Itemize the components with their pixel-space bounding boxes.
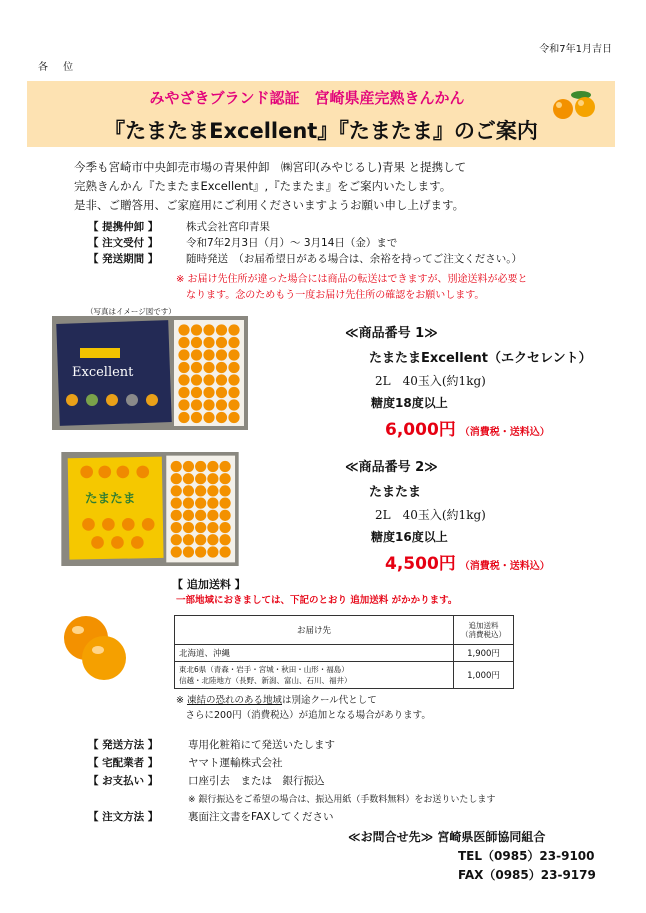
kumquat	[183, 485, 194, 496]
kumquat	[195, 473, 206, 484]
intro-text	[74, 158, 466, 215]
kumquat	[219, 485, 230, 496]
kumquat	[203, 324, 214, 335]
price-value: 4,500円	[385, 554, 456, 574]
order-info	[88, 219, 522, 267]
kumquat	[178, 412, 189, 423]
kumquat	[219, 534, 230, 545]
kumquat	[219, 461, 230, 472]
kumquat	[219, 522, 230, 533]
info-row	[88, 219, 522, 235]
kumquat	[207, 510, 218, 521]
table-row	[175, 662, 514, 689]
kumquat	[178, 337, 189, 348]
product-spec: 2L 40玉入(約1kg)	[375, 508, 486, 522]
terms-label: 【 発送方法 】	[88, 738, 159, 751]
cold-note-line: さらに200円（消費税込）が追加となる場合があります。	[176, 710, 431, 721]
kumquat	[203, 337, 214, 348]
kumquat	[191, 337, 202, 348]
kumquat	[228, 412, 239, 423]
kumquat	[216, 337, 227, 348]
kumquat	[216, 387, 227, 398]
info-label: 【 注文受付 】	[88, 237, 159, 249]
extra-fee-note: 一部地域におきましては、下記のとおり 追加送料 がかかります。	[176, 595, 458, 606]
notice-line: なります。念のためもう一度お届け先住所の確認をお願いします。	[176, 290, 485, 301]
kumquat	[228, 374, 239, 385]
kumquat	[207, 473, 218, 484]
kumquat	[191, 387, 202, 398]
kumquat	[191, 374, 202, 385]
contact-block	[348, 828, 596, 885]
kumquat	[207, 498, 218, 509]
title-banner	[27, 81, 615, 147]
kumquat	[195, 461, 206, 472]
kumquat	[171, 510, 182, 521]
kumquat	[195, 485, 206, 496]
banner-title: 『たまたまExcellent』『たまたま』のご案内	[104, 119, 538, 143]
kumquat	[183, 534, 194, 545]
kumquat	[195, 522, 206, 533]
fee-cell: 1,900円	[454, 645, 514, 662]
destination-cell: 東北6県（青森・岩手・宮城・秋田・山形・福島） 信越・北陸地方（長野、新潟、富山、石川、福井）	[175, 662, 454, 689]
kumquat	[183, 546, 194, 557]
kumquat	[207, 546, 218, 557]
terms-value: ※ 銀行振込をご希望の場合は、振込用紙（手数料無料）をお送りいたします	[188, 794, 496, 805]
kumquat	[183, 473, 194, 484]
kumquat	[219, 546, 230, 557]
kumquat	[216, 349, 227, 360]
info-row	[88, 235, 522, 251]
intro-line: 今季も宮崎市中央卸売市場の青果仲卸 ㈱宮印(みやじるし)青果 と提携して	[74, 160, 467, 174]
kumquat	[178, 324, 189, 335]
box-label: Excellent	[72, 365, 134, 380]
price-tax-note: （消費税・送料込）	[459, 561, 550, 572]
cold-note-prefix: ※	[176, 695, 187, 706]
kumquat	[195, 498, 206, 509]
notice-line: ※ お届け先住所が違った場合には商品の転送はできますが、別途送料が必要と	[176, 274, 528, 285]
kumquat	[207, 522, 218, 533]
product-price	[385, 549, 550, 574]
terms-label: 【 注文方法 】	[88, 810, 159, 823]
kumquat	[191, 349, 202, 360]
kumquat	[183, 510, 194, 521]
kumquat-fruit-icon	[58, 610, 132, 684]
product-name: たまたま	[369, 485, 422, 500]
kumquat	[191, 362, 202, 373]
order-terms	[88, 735, 495, 825]
issue-date: 令和7年1月吉日	[539, 44, 612, 55]
kumquat	[171, 498, 182, 509]
terms-row	[88, 771, 495, 789]
kumquat	[207, 461, 218, 472]
product-photo-tamatama	[52, 452, 248, 566]
terms-row	[88, 753, 495, 771]
product-name: たまたまExcellent（エクセレント）	[369, 351, 592, 366]
product-price	[385, 415, 592, 440]
terms-value: 専用化粧箱にて発送いたします	[188, 738, 335, 751]
table-header-row	[175, 616, 514, 645]
cold-note-line	[176, 693, 431, 708]
contact-header	[348, 828, 596, 847]
kumquat	[203, 362, 214, 373]
product-number: ≪商品番号 1≫	[345, 326, 438, 341]
kumquat	[203, 374, 214, 385]
kumquat	[178, 399, 189, 410]
col-fee: 追加送料 （消費税込）	[454, 616, 514, 645]
addressee: 各 位	[38, 62, 80, 73]
kumquat	[216, 399, 227, 410]
terms-value: 裏面注文書をFAXしてください	[188, 810, 334, 823]
kumquat	[178, 349, 189, 360]
kumquat	[195, 546, 206, 557]
cold-area-note	[176, 693, 431, 723]
table-row	[175, 645, 514, 662]
kumquat-illustration-icon	[551, 89, 601, 121]
kumquat	[171, 485, 182, 496]
kumquat	[183, 461, 194, 472]
terms-label: 【 宅配業者 】	[88, 756, 159, 769]
info-label: 【 発送期間 】	[88, 253, 159, 265]
contact-fax: FAX（0985）23-9179	[458, 868, 596, 882]
kumquat	[207, 534, 218, 545]
product-2	[345, 456, 550, 574]
kumquat	[195, 534, 206, 545]
address-notice	[176, 272, 596, 304]
photo-caption: （写真はイメージ図です）	[86, 307, 176, 316]
product-sugar: 糖度18度以上	[371, 396, 448, 410]
kumquat	[203, 387, 214, 398]
kumquat	[195, 510, 206, 521]
kumquat	[216, 324, 227, 335]
terms-label: 【 お支払い 】	[88, 774, 159, 787]
extra-fee-heading: 【 追加送料 】	[172, 578, 246, 591]
kumquat	[191, 324, 202, 335]
kumquat	[228, 324, 239, 335]
price-tax-note: （消費税・送料込）	[459, 427, 550, 438]
kumquat	[171, 473, 182, 484]
contact-label: ≪お問合せ先≫	[348, 830, 434, 844]
kumquat	[228, 399, 239, 410]
product-photo-excellent	[52, 316, 248, 430]
kumquat	[219, 473, 230, 484]
info-value: 令和7年2月3日（月）～ 3月14日（金）まで	[186, 237, 398, 249]
terms-value: 口座引去 または 銀行振込	[188, 774, 325, 787]
terms-row	[88, 735, 495, 753]
kumquat	[216, 362, 227, 373]
kumquat	[171, 534, 182, 545]
info-value: 株式会社宮印青果	[186, 221, 270, 233]
contact-tel: TEL（0985）23-9100	[458, 849, 595, 863]
kumquat	[203, 412, 214, 423]
kumquat	[219, 498, 230, 509]
terms-row	[88, 789, 495, 807]
info-label: 【 提携仲卸 】	[88, 221, 159, 233]
product-number: ≪商品番号 2≫	[345, 460, 438, 475]
kumquat	[203, 399, 214, 410]
kumquat	[183, 498, 194, 509]
kumquat	[203, 349, 214, 360]
kumquat	[219, 510, 230, 521]
kumquat	[178, 387, 189, 398]
kumquat	[178, 374, 189, 385]
kumquat	[228, 337, 239, 348]
product-1	[345, 322, 592, 440]
extra-fee-table	[174, 615, 514, 689]
product-spec: 2L 40玉入(約1kg)	[375, 374, 486, 388]
kumquat	[191, 399, 202, 410]
terms-row	[88, 807, 495, 825]
kumquat	[191, 412, 202, 423]
destination-cell: 北海道、沖縄	[175, 645, 454, 662]
kumquat	[178, 362, 189, 373]
kumquat	[228, 362, 239, 373]
kumquat	[228, 387, 239, 398]
price-value: 6,000円	[385, 420, 456, 440]
kumquat	[171, 546, 182, 557]
intro-line: 是非、ご贈答用、ご家庭用にご利用くださいますようお願い申し上げます。	[74, 198, 465, 212]
banner-subtitle: みやざきブランド認証 宮崎県産完熟きんかん	[149, 89, 465, 107]
kumquat	[216, 412, 227, 423]
col-destination: お届け先	[175, 616, 454, 645]
kumquat	[207, 485, 218, 496]
kumquat	[171, 522, 182, 533]
info-value: 随時発送 （お届希望日がある場合は、余裕を持ってご注文ください。）	[186, 253, 522, 265]
info-row	[88, 251, 522, 267]
terms-value: ヤマト運輸株式会社	[188, 756, 283, 769]
box-label: たまたま	[84, 490, 136, 506]
fee-cell: 1,000円	[454, 662, 514, 689]
cold-note-suffix: は別途クール代として	[282, 695, 377, 706]
kumquat	[183, 522, 194, 533]
contact-org: 宮崎県医師協同組合	[437, 830, 546, 844]
cold-note-underlined: 凍結の恐れのある地域	[186, 695, 282, 706]
product-sugar: 糖度16度以上	[371, 530, 448, 544]
kumquat	[228, 349, 239, 360]
kumquat	[216, 374, 227, 385]
kumquat	[171, 461, 182, 472]
intro-line: 完熟きんかん『たまたまExcellent』,『たまたま』をご案内いたします。	[74, 179, 452, 193]
